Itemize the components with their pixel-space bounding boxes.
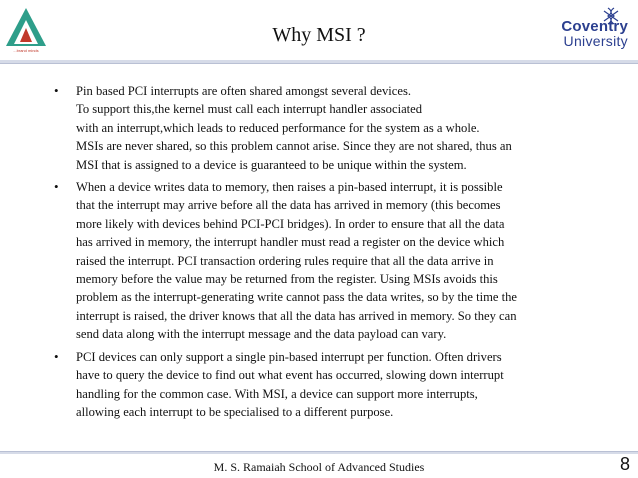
bullet-line: has arrived in memory, the interrupt handler must read a register on the device which (76, 235, 505, 250)
bullet-item-2 (54, 178, 614, 344)
page-number: 8 (619, 454, 630, 474)
university-name-line2: University (563, 33, 628, 49)
bullet-line: raised the interrupt. PCI transaction ordering rules require that all the data arrive in (76, 253, 494, 268)
bullet-item-3 (54, 348, 614, 422)
bullet-line: Pin based PCI interrupts are often shared amongst several devices. (76, 84, 412, 98)
header-divider (0, 60, 638, 64)
bullet-line: more likely with devices behind PCI-PCI bridges). In order to ensure that all the data (76, 216, 505, 231)
bullet-line: PCI devices can only support a single pin-based interrupt per function. Often drivers (76, 349, 502, 364)
bullet-line: To support this,the kernel must call each interrupt handler associated (76, 102, 423, 117)
bullet-list (54, 82, 614, 425)
bullet-item-1 (54, 82, 614, 174)
bullet-marker: • (54, 83, 59, 98)
bullet-line: When a device writes data to memory, then raises a pin-based interrupt, it is possible (76, 180, 503, 195)
bullet-line: handling for the common case. With MSI, a device can support more interrupts, (76, 386, 478, 401)
footer-divider (0, 451, 638, 454)
bullet-marker: • (54, 348, 59, 364)
bullet-line: have to query the device to find out what event has occurred, slowing down interrupt (76, 368, 504, 383)
bullet-line: that the interrupt may arrive before all the data has arrived in memory (this becomes (76, 198, 501, 213)
bullet-line: memory before the value may be returned from the register. Using MSIs avoids this (76, 272, 498, 287)
bullet-line: interrupt is raised, the driver knows that all the data has arrived in memory. So they can (76, 308, 517, 323)
bullet-line: MSI that is assigned to a device is guaranteed to be unique within the system. (76, 157, 467, 172)
logo-caption: ...brand minds (13, 48, 39, 53)
footer-school-name: M. S. Ramaiah School of Advanced Studies (213, 460, 425, 474)
bullet-line: MSIs are never shared, so this problem cannot arise. Since they are not shared, thus an (76, 139, 512, 154)
slide-title: Why MSI ? (272, 24, 366, 46)
bullet-line: problem as the interrupt-generating write cannot pass the data writes, so by the time the (76, 290, 517, 305)
bullet-line: with an interrupt,which leads to reduced performance for the system as a whole. (76, 120, 480, 135)
bullet-line: allowing each interrupt to be specialised to a different purpose. (76, 404, 394, 419)
bullet-line: send data along with the interrupt message and the data payload can vary. (76, 327, 447, 342)
university-name-line1: Coventry (561, 18, 628, 35)
bullet-marker: • (54, 179, 59, 195)
